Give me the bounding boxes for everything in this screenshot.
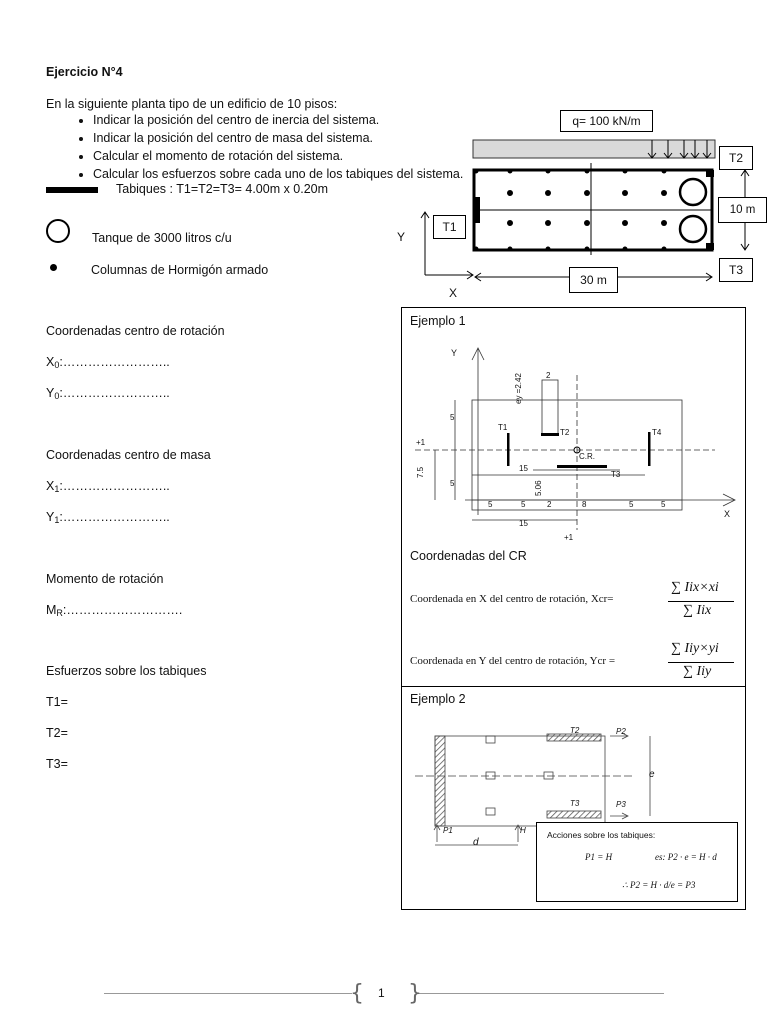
tank-top (680, 179, 706, 205)
ex1-cr: C.R. (579, 452, 595, 461)
plan-axis-y: Y (397, 230, 406, 244)
task-item: • Calcular el momento de rotación del sistema. (93, 147, 463, 165)
ex1-p1a: +1 (416, 438, 426, 447)
ex1-b5a: 5 (488, 500, 493, 509)
formula-x-label: Coordenada en X del centro de rotación, Xcr= (410, 593, 614, 605)
task-item: • Calcular los esfuerzos sobre cada uno de los tabiques del sistema. (93, 165, 463, 183)
ex1-t4: T4 (652, 428, 662, 437)
actions-eq2: es: P2 · e = H · d (655, 852, 717, 862)
footer-brace-right: } (408, 981, 422, 1006)
formula-y-numerator: ∑ Iiy×yi (671, 641, 719, 656)
load-label: q= 100 kN/m (560, 110, 653, 132)
ex2-p2: P2 (616, 727, 626, 736)
formula-x-bar (668, 601, 734, 602)
actions-eq1: P1 = H (585, 852, 613, 862)
ex2-h: H (520, 826, 526, 835)
load-beam (473, 140, 715, 158)
ex1-axis-y: Y (451, 348, 458, 358)
t2-label: T2 (719, 146, 753, 170)
ex1-p1b: +1 (564, 533, 574, 542)
esf-title: Esfuerzos sobre los tabiques (46, 664, 207, 678)
wall-t3 (706, 243, 714, 250)
y0-field: $Y_0:\dots\dots\dots\dots\dots\dots\dots\dots$.. (46, 386, 170, 401)
exercise-title: Ejercicio N°4 (46, 65, 123, 79)
tank-legend-text: Tanque de 3000 litros c/u (92, 231, 232, 245)
task-item: • Indicar la posición del centro de inercia del sistema. (93, 111, 463, 129)
ex1-b5b: 5 (521, 500, 526, 509)
t2-answer: T2= (46, 726, 68, 740)
tabique-legend-bar (46, 187, 98, 193)
height-label: 10 m (718, 197, 767, 223)
column-legend-text: Columnas de Hormigón armado (91, 263, 269, 277)
example1-diagram (405, 340, 741, 545)
x0-field: $X_0:\dots\dots\dots\dots\dots\dots\dots\dots$.. (46, 355, 170, 370)
ex1-t1: T1 (498, 423, 508, 432)
formula-y-denominator: ∑ Iiy (683, 664, 712, 679)
ex2-t2: T2 (570, 726, 580, 735)
ex1-d5b: 5 (450, 479, 455, 488)
formula-x-denominator: ∑ Iix (683, 603, 712, 618)
wall-t2 (706, 170, 714, 177)
t1-answer: T1= (46, 695, 68, 709)
width-label: 30 m (569, 267, 618, 293)
mr-title: Momento de rotación (46, 572, 164, 586)
actions-title: Acciones sobre los tabiques: (547, 830, 656, 840)
ex1-b8: 8 (582, 500, 587, 509)
ex1-d15b: 15 (519, 519, 528, 528)
tank-circle-icon (46, 219, 70, 243)
footer-brace-left: { (350, 981, 364, 1006)
ex2-d: d (473, 837, 479, 848)
ex2-e: e (649, 769, 655, 780)
ex1-two: 2 (546, 371, 551, 380)
y1-field: $Y_1:\dots\dots\dots\dots\dots\dots\dots\dots$.. (46, 510, 170, 525)
cm-title: Coordenadas centro de masa (46, 448, 211, 462)
t3-label: T3 (719, 258, 753, 282)
page-number: 1 (378, 986, 385, 1000)
mr-field: $M_R:\dots\dots\dots\dots\dots\dots\dots\dots\dots$. (46, 603, 183, 618)
example1-cr-title: Coordenadas del CR (410, 549, 527, 563)
exercise-intro: En la siguiente planta tipo de un edificio de 10 pisos: (46, 97, 338, 111)
ex1-b2: 2 (547, 500, 552, 509)
x1-field: $X_1:\dots\dots\dots\dots\dots\dots\dots\dots$.. (46, 479, 170, 494)
ex1-b5d: 5 (661, 500, 666, 509)
plan-axis-x: X (449, 286, 458, 300)
tabique-legend-text: Tabiques : T1=T2=T3= 4.00m x 0.20m (116, 182, 329, 196)
ex2-p3: P3 (616, 800, 626, 809)
ex1-d5a: 5 (450, 413, 455, 422)
ex2-p1: P1 (443, 826, 453, 835)
formula-y-label: Coordenada en Y del centro de rotación, Ycr = (410, 655, 616, 667)
column-dot-icon (50, 264, 57, 271)
footer-line-right (418, 993, 664, 994)
actions-eq3: ∴ P2 = H · d/e = P3 (622, 880, 696, 890)
ex1-ey: ey =2.42 (514, 373, 523, 404)
example1-title: Ejemplo 1 (410, 314, 466, 328)
tank-bottom (680, 216, 706, 242)
wall-t1 (475, 197, 480, 223)
ex1-d75: 7.5 (416, 466, 425, 478)
ex1-d506: 5.06 (534, 480, 543, 496)
ex2-t3: T3 (570, 799, 580, 808)
t3-answer: T3= (46, 757, 68, 771)
formula-x-numerator: ∑ Iix×xi (671, 580, 719, 595)
ex1-d15a: 15 (519, 464, 528, 473)
ex1-b5c: 5 (629, 500, 634, 509)
ex1-t3: T3 (611, 470, 621, 479)
ex1-axis-x: X (724, 509, 731, 519)
formula-y-bar (668, 662, 734, 663)
ex1-t2: T2 (560, 428, 570, 437)
footer-line-left (104, 993, 352, 994)
cr-title: Coordenadas centro de rotación (46, 324, 225, 338)
task-item: • Indicar la posición del centro de masa del sistema. (93, 129, 463, 147)
t1-label: T1 (433, 215, 466, 239)
example2-title: Ejemplo 2 (410, 692, 466, 706)
